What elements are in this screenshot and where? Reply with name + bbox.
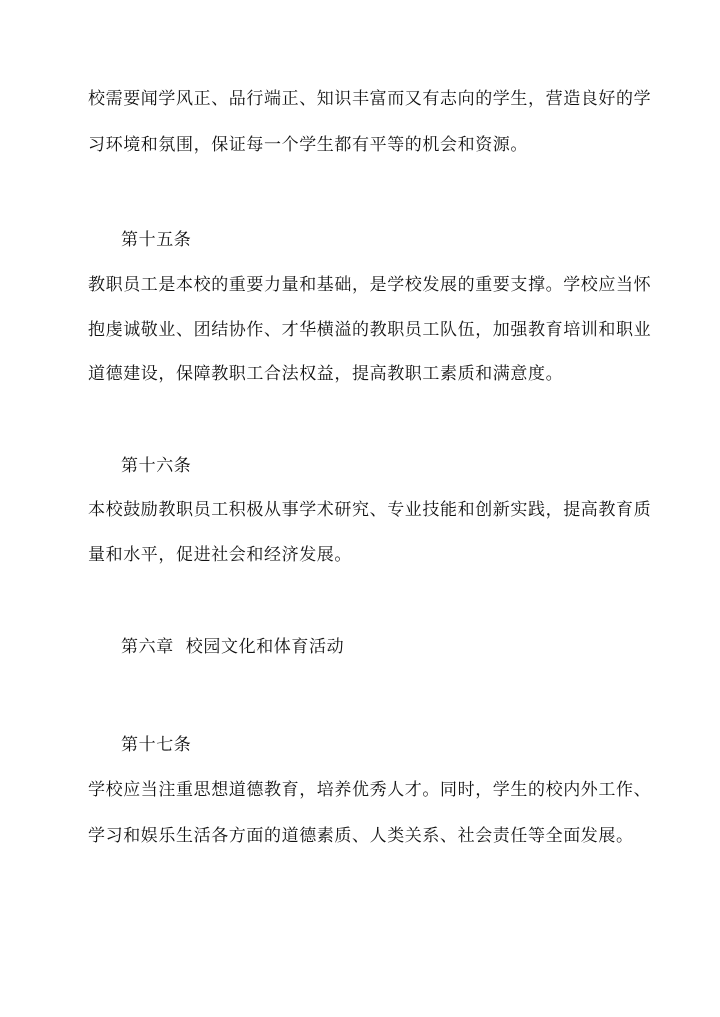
article-15-line-2: 抱虔诚敬业、团结协作、才华横溢的教职员工队伍，加强教育培训和职业	[88, 320, 652, 340]
article-16-line-2: 量和水平，促进社会和经济发展。	[88, 545, 352, 565]
article-17-line-2: 学习和娱乐生活各方面的道德素质、人类关系、社会责任等全面发展。	[88, 826, 634, 846]
article-16-line-1: 本校鼓励教职员工积极从事学术研究、专业技能和创新实践，提高教育质	[88, 500, 652, 520]
chapter-6-heading: 第六章 校园文化和体育活动	[121, 637, 345, 657]
article-15-line-1: 教职员工是本校的重要力量和基础，是学校发展的重要支撑。学校应当怀	[88, 275, 652, 295]
article-16-heading: 第十六条	[121, 456, 192, 476]
article-17-heading: 第十七条	[121, 735, 192, 755]
intro-line-2: 习环境和氛围，保证每一个学生都有平等的机会和资源。	[88, 135, 528, 155]
article-17-line-1: 学校应当注重思想道德教育，培养优秀人才。同时，学生的校内外工作、	[88, 780, 652, 800]
article-15-heading: 第十五条	[121, 230, 192, 250]
intro-line-1: 校需要闻学风正、品行端正、知识丰富而又有志向的学生，营造良好的学	[88, 89, 652, 109]
article-15-line-3: 道德建设，保障教职工合法权益，提高教职工素质和满意度。	[88, 364, 564, 384]
